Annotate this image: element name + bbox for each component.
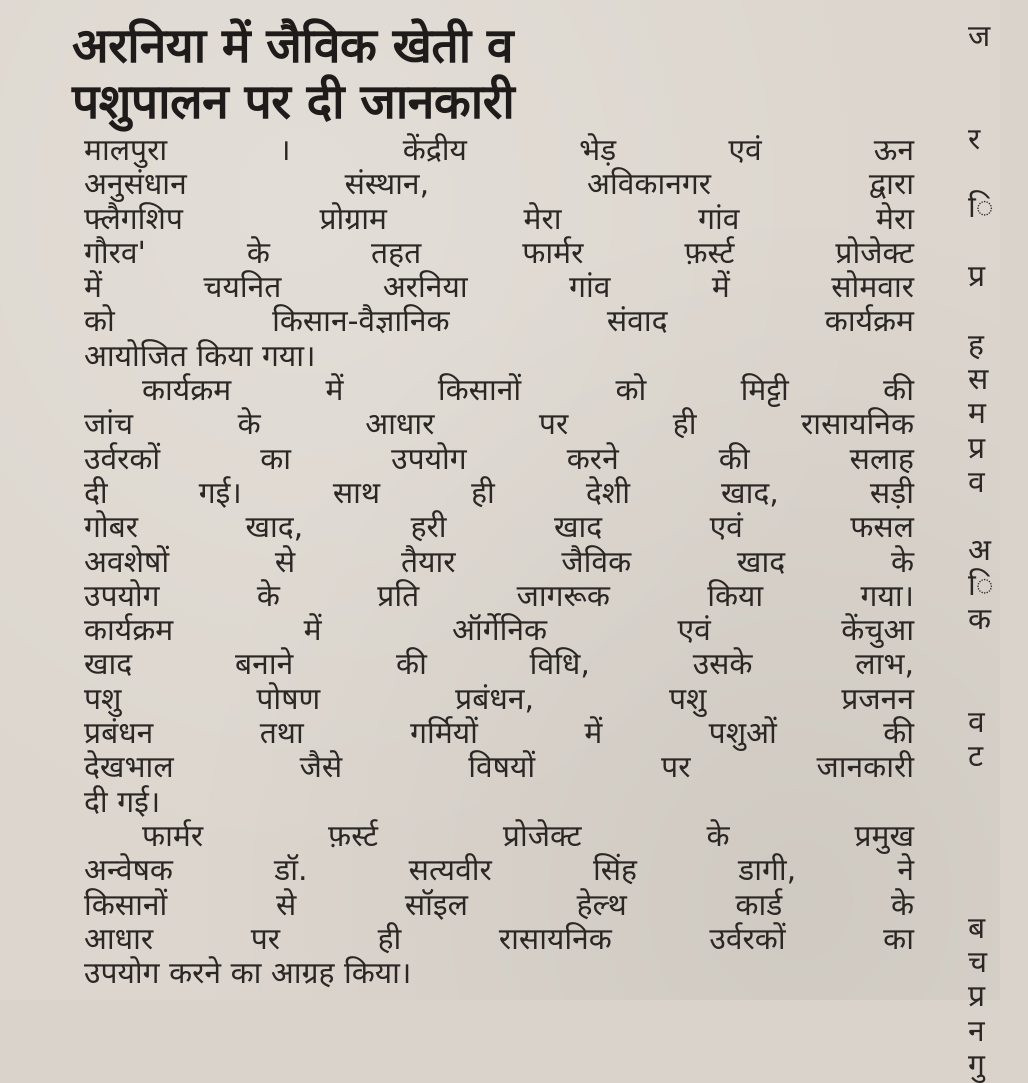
- text-line: पशु पोषण प्रबंधन, पशु प्रजनन: [84, 681, 914, 717]
- adjacent-column-text-fragment: [968, 809, 1028, 843]
- text-line: कार्यक्रम में ऑर्गेनिक एवं केंचुआ: [84, 613, 914, 649]
- adjacent-column-text-fragment: ि: [968, 190, 994, 226]
- adjacent-column-text-fragment: प्र: [968, 430, 986, 466]
- adjacent-column-text-fragment: [968, 157, 1028, 191]
- text-line: कार्यक्रम में किसानों को मिट्टी की: [142, 373, 914, 409]
- text-line: फार्मर फ़र्स्ट प्रोजेक्ट के प्रमुख: [142, 818, 914, 854]
- text-line: आयोजित किया गया।: [84, 338, 316, 374]
- adjacent-column-text-fragment: म: [968, 396, 986, 432]
- adjacent-column-text-fragment: स: [968, 361, 989, 397]
- paragraph-2: [84, 374, 914, 820]
- headline: [72, 18, 922, 130]
- adjacent-column-text-fragment: ब: [968, 910, 986, 946]
- text-line: आधार पर ही रासायनिक उर्वरकों का: [84, 921, 914, 957]
- adjacent-column-text-fragment: व: [968, 464, 985, 500]
- text-line: गौरव' के तहत फार्मर फ़र्स्ट प्रोजेक्ट: [84, 235, 914, 271]
- adjacent-column-text-fragment: [968, 226, 1028, 260]
- adjacent-column-text-fragment: न: [968, 1013, 985, 1049]
- text-line: दी गई। साथ ही देशी खाद, सड़ी: [84, 475, 914, 511]
- adjacent-column-text-fragment: च: [968, 945, 988, 981]
- adjacent-column-text-fragment: ह: [968, 327, 984, 363]
- text-line: फ्लैगशिप प्रोग्राम मेरा गांव मेरा: [84, 201, 914, 237]
- headline-line-2: पशुपालन पर दी जानकारी: [72, 74, 515, 130]
- adjacent-column-text-fragment: [968, 672, 1028, 706]
- adjacent-column-text-fragment: [968, 843, 1028, 877]
- text-line: जांच के आधार पर ही रासायनिक: [84, 407, 914, 443]
- text-line: दी गई।: [84, 784, 161, 820]
- adjacent-column-text-fragment: [968, 637, 1028, 671]
- adjacent-column-text-fragment: [968, 89, 1028, 123]
- adjacent-column-text-fragment: प्र: [968, 979, 986, 1015]
- adjacent-column-text-fragment: [968, 294, 1028, 328]
- adjacent-column-text-fragment: क: [968, 602, 992, 638]
- adjacent-column-text-fragment: ज: [968, 19, 991, 54]
- news-article: [62, 18, 922, 991]
- text-line: अनुसंधान संस्थान, अविकानगर द्वारा: [84, 167, 914, 203]
- text-line: किसानों से सॉइल हेल्थ कार्ड के: [84, 887, 914, 923]
- text-line: अन्वेषक डॉ. सत्यवीर सिंह डागी, ने: [84, 853, 914, 889]
- adjacent-column-text-fragment: [968, 54, 1028, 88]
- text-line: गोबर खाद, हरी खाद एवं फसल: [84, 510, 914, 546]
- adjacent-column-text-fragment: [968, 500, 1028, 534]
- adjacent-column-text-fragment: ि: [968, 567, 994, 603]
- paragraph-3: [84, 820, 914, 991]
- text-line: मालपुरा । केंद्रीय भेड़ एवं ऊन: [84, 133, 914, 168]
- adjacent-column-text-fragment: गु: [968, 1047, 985, 1083]
- adjacent-column-text-fragment: प्र: [968, 259, 986, 295]
- text-line: खाद बनाने की विधि, उसके लाभ,: [84, 647, 914, 683]
- adjacent-column-text-fragment: व: [968, 704, 985, 740]
- adjacent-column-text-fragment: ट: [968, 739, 984, 775]
- article-body: [62, 134, 914, 991]
- text-line: प्रबंधन तथा गर्मियों में पशुओं की: [84, 716, 914, 752]
- adjacent-column-text-fragment: अ: [968, 533, 991, 569]
- text-line: में चयनित अरनिया गांव में सोमवार: [84, 270, 914, 306]
- adjacent-column-text-fragment: [968, 877, 1028, 911]
- adjacent-column-text-fragment: [968, 775, 1028, 809]
- text-line: को किसान-वैज्ञानिक संवाद कार्यक्रम: [84, 304, 914, 340]
- text-line: उपयोग करने का आग्रह किया।: [84, 956, 412, 992]
- paragraph-1: [84, 134, 914, 374]
- adjacent-column-fragment: [968, 19, 1028, 1083]
- headline-line-1: अरनिया में जैविक खेती व: [72, 18, 514, 74]
- adjacent-column-text-fragment: र: [968, 121, 981, 157]
- text-line: उपयोग के प्रति जागरूक किया गया।: [84, 578, 914, 614]
- text-line: देखभाल जैसे विषयों पर जानकारी: [84, 750, 914, 786]
- text-line: अवशेषों से तैयार जैविक खाद के: [84, 544, 914, 580]
- text-line: उर्वरकों का उपयोग करने की सलाह: [84, 441, 914, 477]
